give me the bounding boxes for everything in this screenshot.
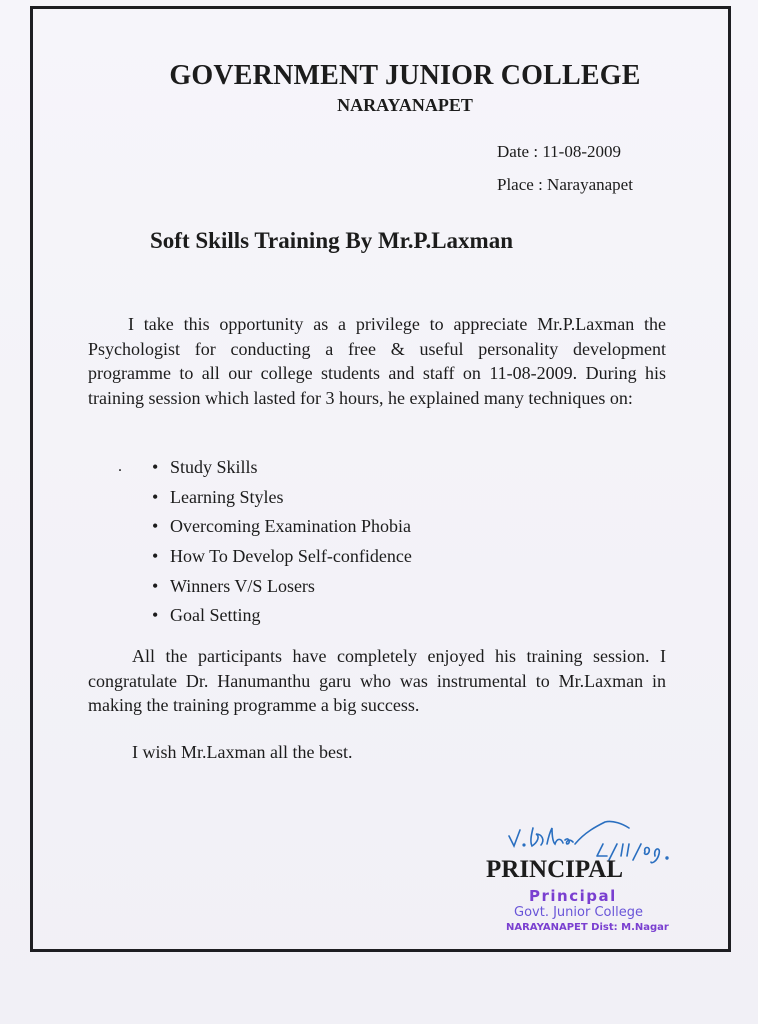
list-item: • Overcoming Examination Phobia [152,512,412,542]
bullet-icon: • [152,605,159,626]
college-name: GOVERNMENT JUNIOR COLLEGE [169,60,641,91]
place-line: Place : Narayanapet [497,175,633,194]
stamp-institution: Govt. Junior College [514,905,643,920]
list-item: • Learning Styles [152,483,412,513]
bullet-icon: • [152,575,159,596]
body-paragraph-1: I take this opportunity as a privilege to appreciate Mr.P.Laxman the Psychologist for conducting a free & useful personality development programme to all our college students and staff on 11-08-2009. During his training session which lasted for 3 hours, he explained many techniques on: [88,314,666,408]
bullet-icon: • [152,516,159,537]
bullet-icon: • [152,457,159,477]
date-line: Date : 11-08-2009 [497,142,622,161]
techniques-list [152,453,412,631]
college-location: NARAYANAPET [337,95,473,115]
body-paragraph-3: I wish Mr.Laxman all the best. [132,742,353,762]
stamp-title: Principal [529,887,617,905]
principal-title: PRINCIPAL [486,856,624,883]
body-paragraph-2: All the participants have completely enjoyed his training session. I congratulate Dr. Hanumanthu garu who was instrumental to Mr.Laxman in making the training programme a big success. [88,646,666,715]
list-item: • Winners V/S Losers [152,572,412,602]
document-heading: Soft Skills Training By Mr.P.Laxman [150,228,513,253]
bullet-icon: • [152,546,159,567]
list-item: • How To Develop Self-confidence [152,542,412,572]
list-item: • Goal Setting [152,601,412,631]
stray-mark: . [118,458,122,475]
stamp-address: NARAYANAPET Dist: M.Nagar [506,922,669,933]
list-item: • Study Skills [152,453,412,483]
bullet-icon: • [152,486,159,507]
